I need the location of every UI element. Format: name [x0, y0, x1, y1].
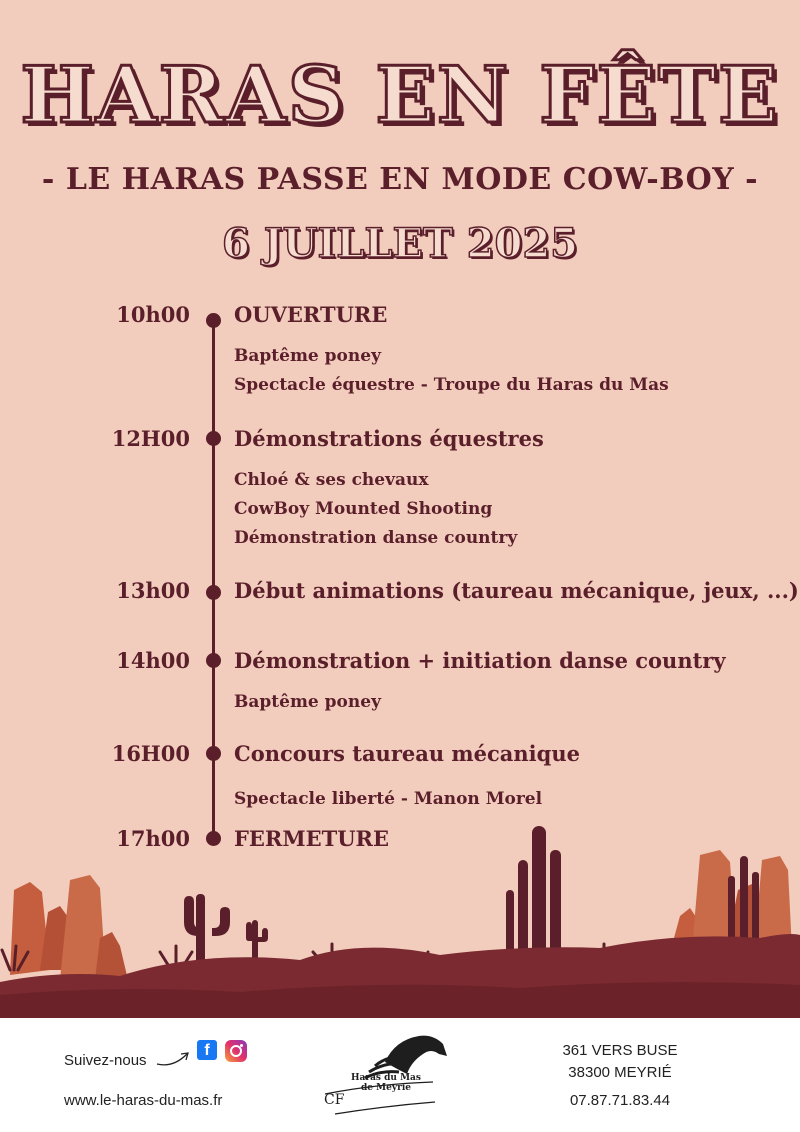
timeline-dot — [206, 431, 221, 446]
entry-item: Spectacle équestre - Troupe du Haras du Mas — [234, 375, 669, 395]
entry-time: 10h00 — [116, 302, 190, 327]
entry-item: Baptême poney — [234, 692, 381, 712]
entry-item: Chloé & ses chevaux — [234, 470, 429, 490]
logo-line-1: Haras du Mas — [351, 1073, 421, 1083]
facebook-icon[interactable]: f — [197, 1040, 217, 1060]
entry-heading: FERMETURE — [234, 826, 390, 851]
address-line-1: 361 VERS BUSE — [562, 1042, 678, 1059]
entry-heading: OUVERTURE — [234, 302, 388, 327]
poster-subtitle: - LE HARAS PASSE EN MODE COW-BOY - — [41, 162, 759, 197]
instagram-icon[interactable] — [225, 1040, 247, 1062]
entry-time: 12H00 — [111, 426, 190, 451]
entry-item: CowBoy Mounted Shooting — [234, 499, 493, 519]
cactus-right — [728, 856, 759, 946]
curved-arrow-icon — [155, 1048, 193, 1068]
phone-number[interactable]: 07.87.71.83.44 — [569, 1092, 671, 1109]
timeline-dot — [206, 313, 221, 328]
cactus-tall — [506, 826, 561, 966]
entry-heading: Démonstrations équestres — [234, 426, 544, 451]
entry-time: 17h00 — [116, 826, 190, 851]
address-line-2: 38300 MEYRIÉ — [568, 1064, 672, 1081]
timeline-dot — [206, 746, 221, 761]
timeline-dot — [206, 585, 221, 600]
desert-landscape — [0, 820, 800, 1020]
cactus-left — [184, 894, 268, 964]
timeline-dot — [206, 653, 221, 668]
follow-us-label: Suivez-nous — [64, 1052, 147, 1069]
logo-text — [341, 1073, 431, 1093]
entry-time: 14h00 — [116, 648, 190, 673]
logo-line-2: de Meyrie — [361, 1083, 411, 1093]
rock-formation-left — [10, 875, 128, 980]
svg-text:CF: CF — [324, 1092, 345, 1108]
entry-heading: Démonstration + initiation danse country — [234, 648, 726, 673]
poster-title: HARAS EN FÊTE — [20, 50, 780, 141]
entry-heading: Concours taureau mécanique — [234, 741, 580, 766]
address — [520, 1040, 720, 1084]
entry-heading: Début animations (taureau mécanique, jeux, ...) — [234, 578, 799, 603]
entry-item: Spectacle liberté - Manon Morel — [234, 789, 543, 809]
footer — [0, 1018, 800, 1132]
entry-item: Démonstration danse country — [234, 528, 518, 548]
entry-time: 16H00 — [111, 741, 190, 766]
entry-item: Baptême poney — [234, 346, 381, 366]
event-date: 6 JUILLET 2025 — [221, 220, 579, 267]
entry-time: 13h00 — [116, 578, 190, 603]
website-link[interactable]: www.le-haras-du-mas.fr — [64, 1092, 223, 1109]
